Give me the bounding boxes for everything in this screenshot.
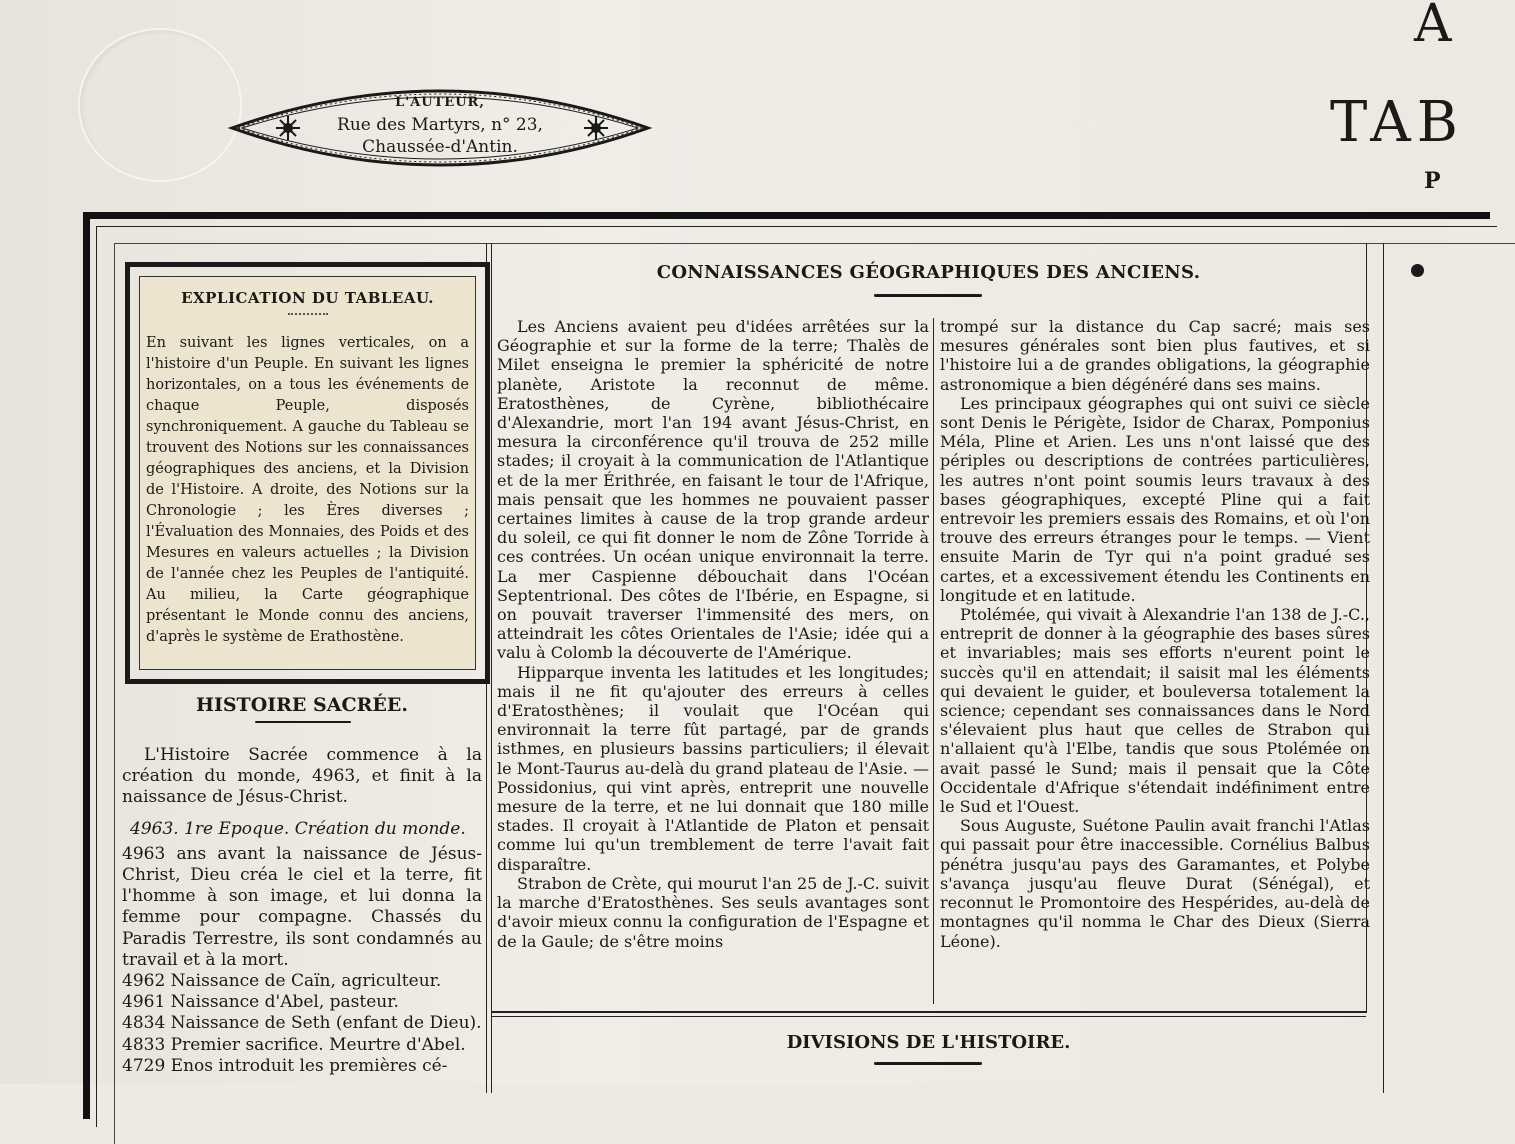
- connaissances-title: CONNAISSANCES GÉOGRAPHIQUES DES ANCIENS.: [656, 262, 1201, 283]
- histoire-intro: L'Histoire Sacrée commence à la création du monde, 4963, et finit à la naissance de Jésus-Christ.: [122, 745, 482, 808]
- title-rule: [874, 294, 982, 297]
- section-divider-2: [491, 1016, 1366, 1017]
- text-column-divider: [933, 318, 934, 1004]
- ornament-icon: [288, 313, 328, 315]
- author-district: Chaussée-d'Antin.: [362, 137, 518, 157]
- author-street: Rue des Martyrs, n° 23,: [337, 115, 543, 135]
- bullet-dot-icon: [1411, 264, 1424, 277]
- list-item: 4962 Naissance de Caïn, agriculteur.: [122, 971, 442, 992]
- title-rule: [874, 1062, 982, 1065]
- list-item: 4961 Naissance d'Abel, pasteur.: [122, 992, 399, 1013]
- paragraph: trompé sur la distance du Cap sacré; mais ses mesures générales sont bien plus fautives, et si l'histoire lui a de grandes obligations, la géographie astronomique a bien dégénéré dans ses mains.: [940, 317, 1370, 394]
- paragraph: Les principaux géographes qui ont suivi ce siècle sont Denis le Périgète, Isidor de Charax, Pomponius Méla, Pline et Arien. Les uns n'ont laissé que des périples ou descriptions de contrées particulières, les autres n'ont point soumis leurs travaux à des bases géographiques, excepté Pline qui a fait entrevoir les premiers essais des Romains, et où l'on trouve des erreurs étranges pour le temps. — Vient ensuite Marin de Tyr qui n'a point gradué ses cartes, et a excessivement étendu les Continents en longitude et en latitude.: [940, 393, 1370, 605]
- paragraph: Les Anciens avaient peu d'idées arrêtées sur la Géographie et sur la forme de la terre; Thalès de Milet enseigna le premier la sphéricité de notre planète, Aristote la reconnut de même. Eratosthènes, de Cyrène, bibliothécaire d'Alexandrie, mort l'an 194 avant Jésus-Christ, en mesura la circonférence qu'il trouva de 252 mille stades; il croyait à la communication de l'Atlantique et de la mer Érithrée, en faisant le tour de l'Afrique, mais pensait que les hommes ne pouvaient passer certaines limites à cause de la trop grande ardeur du soleil, ce qui fit donner le nom de Zône Torride à ces contrées. Un océan unique environnait la terre. La mer Caspienne débouchait dans l'Océan Septentrional. Des côtes de l'Ibérie, en Espagne, si on pouvait traverser l'immensité des mers, on atteindrait les côtes Orientales de l'Asie; idée qui a valu à Colomb la découverte de l'Amérique.: [497, 317, 929, 663]
- author-label: L'AUTEUR,: [395, 95, 485, 110]
- column-divider-left-2: [491, 243, 492, 1093]
- section-divider: [491, 1011, 1366, 1013]
- connaissances-column-1: [497, 317, 929, 951]
- creation-text: 4963 ans avant la naissance de Jésus-Christ, Dieu créa le ciel et la terre, fit l'homme à son image, et lui donna la femme pour compagne. Chassés du Paradis Terrestre, ils sont condamnés au travail et à la mort.: [122, 843, 482, 970]
- paragraph: Strabon de Crète, qui mourut l'an 25 de J.-C. suivit la marche d'Eratosthènes. Ses seuls avantages sont d'avoir mieux connu la configuration de l'Espagne et de la Gaule; de s'être moins: [497, 873, 929, 951]
- divisions-title: DIVISIONS DE L'HISTOIRE.: [786, 1032, 1071, 1053]
- list-item: 4833 Premier sacrifice. Meurtre d'Abel.: [122, 1034, 466, 1055]
- explication-text: En suivant les lignes verticales, on a l'histoire d'un Peuple. En suivant les lignes horizontales, on a tous les événements de chaque Peuple, disposés synchroniquement. A gauche du Tableau se trouvent des Notions sur les connaissances géographiques des anciens, et la Division de l'Histoire. A droite, des Notions sur la Chronologie ; les Ères diverses ; l'Évaluation des Monnaies, des Poids et des Mesures en valeurs actuelles ; la Division de l'année chez les Peuples de l'antiquité. Au milieu, la Carte géographique présentant le Monde connu des anciens, d'après le système de Erathostène.: [146, 335, 469, 645]
- histoire-sacree-text: [122, 745, 482, 1077]
- connaissances-column-2: [940, 317, 1370, 951]
- header-title-fragment: TAB: [1330, 90, 1464, 155]
- epoque-heading: 4963. 1re Epoque. Création du monde.: [130, 818, 466, 839]
- paragraph: Sous Auguste, Suétone Paulin avait franchi l'Atlas qui passait pour être inaccessible. Cornélius Balbus pénétra jusqu'au pays des Garamantes, et Polybe s'avança jusqu'au fleuve Durat (Sénégal), et reconnut le Promontoire des Hespérides, au-delà de montagnes qu'il nomma le Char des Dieux (Sierra Léone).: [940, 816, 1370, 951]
- header-subtitle-fragment: P: [1424, 168, 1441, 194]
- list-item: 4729 Enos introduit les premières cé-: [122, 1055, 448, 1076]
- author-cartouche: [226, 62, 654, 194]
- explication-title: EXPLICATION DU TABLEAU.: [181, 289, 434, 307]
- embossed-seal: [78, 28, 242, 182]
- paragraph: Ptolémée, qui vivait à Alexandrie l'an 138 de J.-C., entreprit de donner à la géographie des bases sûres et invariables; mais ses efforts n'eurent point le succès qu'il en attendait; il saisit mal les éléments qui devaient le guider, et bouleversa totalement la science; cependant ses connaissances dans le Nord s'élevaient plus haut que celles de Strabon qui n'allaient qu'à l'Elbe, tandis que sous Ptolémée on avait passé le Sund; mais il pensait que la Côte Occidentale d'Afrique s'étendait indéfiniment entre le Sud et l'Ouest.: [940, 605, 1370, 817]
- explication-box: [125, 262, 490, 684]
- header-letter-a: A: [1414, 0, 1452, 54]
- histoire-sacree-title: HISTOIRE SACRÉE.: [196, 694, 408, 716]
- list-item: 4834 Naissance de Seth (enfant de Dieu).: [122, 1013, 482, 1034]
- paragraph: Hipparque inventa les latitudes et les longitudes; mais il ne fit qu'ajouter des erreurs à celles d'Eratosthènes; il voulait que l'Océan qui environnait la terre fût partagé, par de grands isthmes, en plusieurs bassins particuliers; il élevait le Mont-Taurus au-delà du grand plateau de l'Asie. — Possidonius, qui vint après, entreprit une nouvelle mesure de la terre, et ne lui donnait que 180 mille stades. Il croyait à l'Atlantide de Platon et pensait comme lui qu'un tremblement de terre l'avait fait disparaître.: [497, 662, 929, 874]
- title-rule: [255, 721, 351, 723]
- column-divider-right-2: [1383, 243, 1384, 1093]
